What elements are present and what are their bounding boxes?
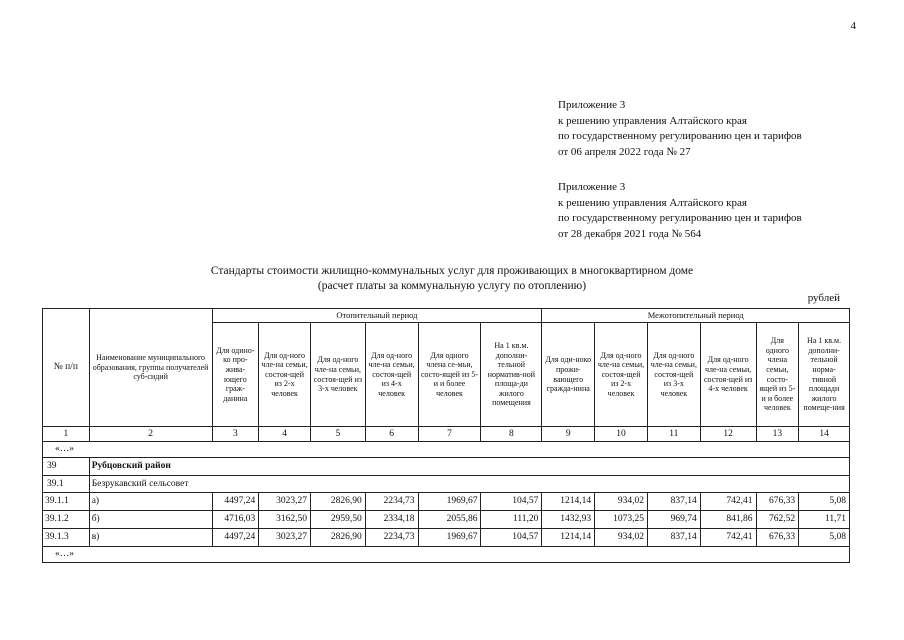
cell-value: 762,52 (756, 511, 799, 529)
ellipsis-marker: «…» (43, 547, 850, 563)
cell-value: 4497,24 (212, 493, 259, 511)
cell-value: 1969,67 (418, 529, 481, 547)
appendix-line: по государственному регулированию цен и тарифов (558, 212, 802, 224)
cell-value: 742,41 (700, 529, 756, 547)
cell-value: 2334,18 (365, 511, 418, 529)
cell-value: 837,14 (647, 529, 700, 547)
cell-value: 969,74 (647, 511, 700, 529)
cell-value: 5,08 (799, 529, 850, 547)
cell-value: 1969,67 (418, 493, 481, 511)
row-number: 39.1.1 (43, 493, 90, 511)
header-heating-col: Для одино-ко про-жива-ющего граж-данина (212, 323, 259, 427)
appendix-title: Приложение 3 (558, 181, 626, 193)
appendix-line: по государственному регулированию цен и тарифов (558, 130, 802, 142)
appendix-date: от 06 апреля 2022 года № 27 (558, 145, 691, 158)
header-name: Наименование муниципального образования, группы получателей суб-сидий (89, 309, 212, 427)
header-interheating-col: Для одного члена семьи, состо-ящей из 5-и и более человек (756, 323, 799, 427)
header-heating-col: Для одного члена се-мьи, состо-ящей из 5-и и более человек (418, 323, 481, 427)
cell-value: 2234,73 (365, 493, 418, 511)
cell-value: 3023,27 (259, 493, 311, 511)
header-interheating-col: На 1 кв.м. дополни-тельной норма-тивной площади жилого помеще-ния (799, 323, 850, 427)
cell-value: 676,33 (756, 529, 799, 547)
column-number: 6 (365, 427, 418, 442)
council-number: 39.1 (43, 476, 90, 493)
district-number: 39 (43, 458, 90, 476)
ellipsis-marker: «…» (43, 442, 850, 458)
header-interheating-period: Межотопительный период (542, 309, 850, 323)
header-heating-col: На 1 кв.м. дополни-тельной норматив-ной площа-ди жилого помещения (481, 323, 542, 427)
cell-value: 2826,90 (310, 529, 365, 547)
table-row (43, 493, 850, 511)
header-interheating-col: Для од-ного чле-на семьи, состоя-щей из 2-х человек (595, 323, 648, 427)
header-interheating-col: Для од-ного чле-на семьи, состоя-щей из 3-х человек (647, 323, 700, 427)
cell-value: 742,41 (700, 493, 756, 511)
cell-value: 2234,73 (365, 529, 418, 547)
header-heating-col: Для од-ного чле-на семьи, состоя-щей из 2-х человек (259, 323, 311, 427)
table-row (43, 529, 850, 547)
header-row (43, 309, 850, 323)
cell-value: 1214,14 (542, 493, 595, 511)
cell-value: 1073,25 (595, 511, 648, 529)
table-row (43, 511, 850, 529)
district-name: Рубцовский район (89, 458, 849, 476)
header-number: № п/п (43, 309, 90, 427)
cell-value: 3162,50 (259, 511, 311, 529)
row-number: 39.1.2 (43, 511, 90, 529)
column-number: 14 (799, 427, 850, 442)
appendix-line: к решению управления Алтайского края (558, 196, 747, 209)
council-row (43, 476, 850, 493)
row-label: в) (89, 529, 212, 547)
header-heating-col: Для од-ного чле-на семьи, состоя-щей из 3-х человек (310, 323, 365, 427)
column-number: 1 (43, 427, 90, 442)
cell-value: 841,86 (700, 511, 756, 529)
header-heating-col: Для од-ного чле-на семьи, состоя-щей из 4-х человек (365, 323, 418, 427)
cell-value: 4497,24 (212, 529, 259, 547)
column-number: 13 (756, 427, 799, 442)
units-label: рублей (807, 292, 840, 304)
cell-value: 2055,86 (418, 511, 481, 529)
appendix-date: от 28 декабря 2021 года № 564 (558, 227, 702, 240)
column-number: 11 (647, 427, 700, 442)
district-row (43, 458, 850, 476)
appendix-title: Приложение 3 (558, 99, 626, 111)
appendix-line: к решению управления Алтайского края (558, 114, 747, 127)
header-interheating-col: Для оди-ноко прожи-вающего гражда-нина (542, 323, 595, 427)
title-subline: (расчет платы за коммунальную услугу по отоплению) (317, 280, 587, 292)
ellipsis-row (43, 442, 850, 458)
column-number: 7 (418, 427, 481, 442)
cell-value: 1432,93 (542, 511, 595, 529)
cell-value: 104,57 (481, 529, 542, 547)
column-number: 5 (310, 427, 365, 442)
title-line: Стандарты стоимости жилищно-коммунальных услуг для проживающих в многоквартирном доме (210, 265, 694, 277)
cell-value: 934,02 (595, 493, 648, 511)
column-number: 10 (595, 427, 648, 442)
header-interheating-col: Для од-ного чле-на семьи, состоя-щей из 4-х человек (700, 323, 756, 427)
column-number: 3 (212, 427, 259, 442)
document-title (0, 264, 904, 294)
column-numbers-row (43, 427, 850, 442)
column-number: 12 (700, 427, 756, 442)
column-number: 4 (259, 427, 311, 442)
tariff-table (42, 308, 850, 563)
page-number: 4 (850, 20, 856, 32)
appendix-current (558, 98, 802, 160)
row-number: 39.1.3 (43, 529, 90, 547)
council-name: Безрукавский сельсовет (89, 476, 849, 493)
cell-value: 3023,27 (259, 529, 311, 547)
cell-value: 5,08 (799, 493, 850, 511)
cell-value: 2826,90 (310, 493, 365, 511)
column-number: 9 (542, 427, 595, 442)
cell-value: 4716,03 (212, 511, 259, 529)
header-heating-period: Отопительный период (212, 309, 542, 323)
cell-value: 111,20 (481, 511, 542, 529)
row-label: а) (89, 493, 212, 511)
cell-value: 934,02 (595, 529, 648, 547)
column-number: 2 (89, 427, 212, 442)
row-label: б) (89, 511, 212, 529)
cell-value: 2959,50 (310, 511, 365, 529)
cell-value: 837,14 (647, 493, 700, 511)
appendix-previous (558, 180, 802, 242)
cell-value: 1214,14 (542, 529, 595, 547)
cell-value: 104,57 (481, 493, 542, 511)
cell-value: 11,71 (799, 511, 850, 529)
ellipsis-row (43, 547, 850, 563)
cell-value: 676,33 (756, 493, 799, 511)
column-number: 8 (481, 427, 542, 442)
